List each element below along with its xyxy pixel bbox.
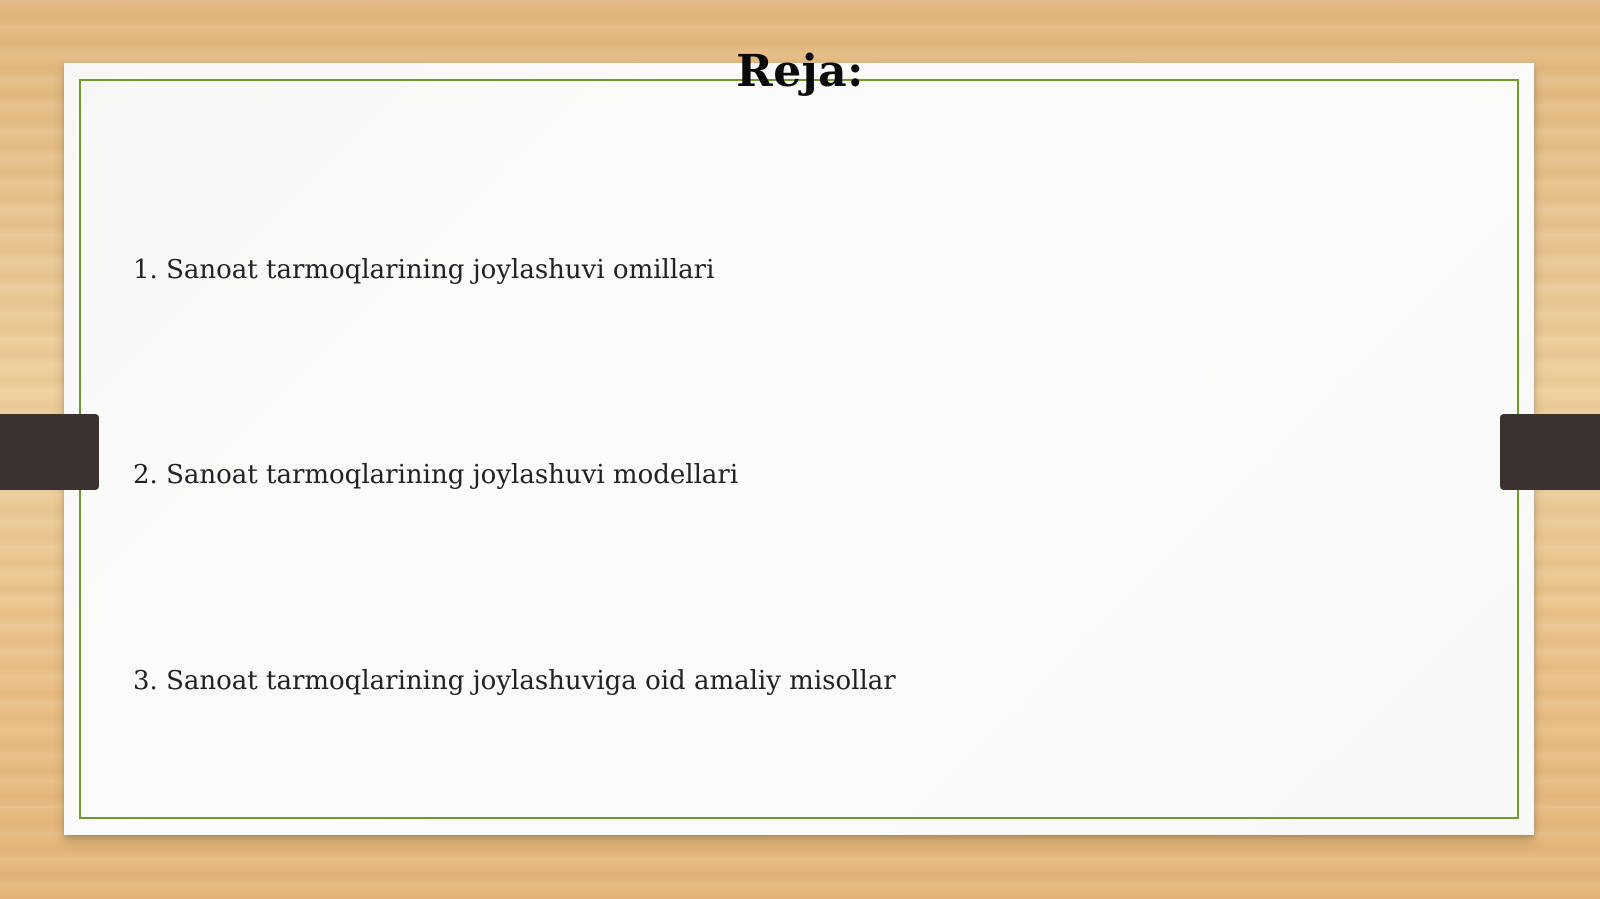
list-item: 3. Sanoat tarmoqlarining joylashuviga oid amaliy misollar xyxy=(133,666,896,696)
paper-card xyxy=(64,63,1534,835)
left-binder-clip xyxy=(0,414,99,490)
green-frame-border xyxy=(79,79,1519,819)
list-item: 1. Sanoat tarmoqlarining joylashuvi omillari xyxy=(133,255,715,285)
slide-title: Reja: xyxy=(736,46,864,97)
list-item: 2. Sanoat tarmoqlarining joylashuvi modellari xyxy=(133,460,739,490)
right-binder-clip xyxy=(1500,414,1600,490)
